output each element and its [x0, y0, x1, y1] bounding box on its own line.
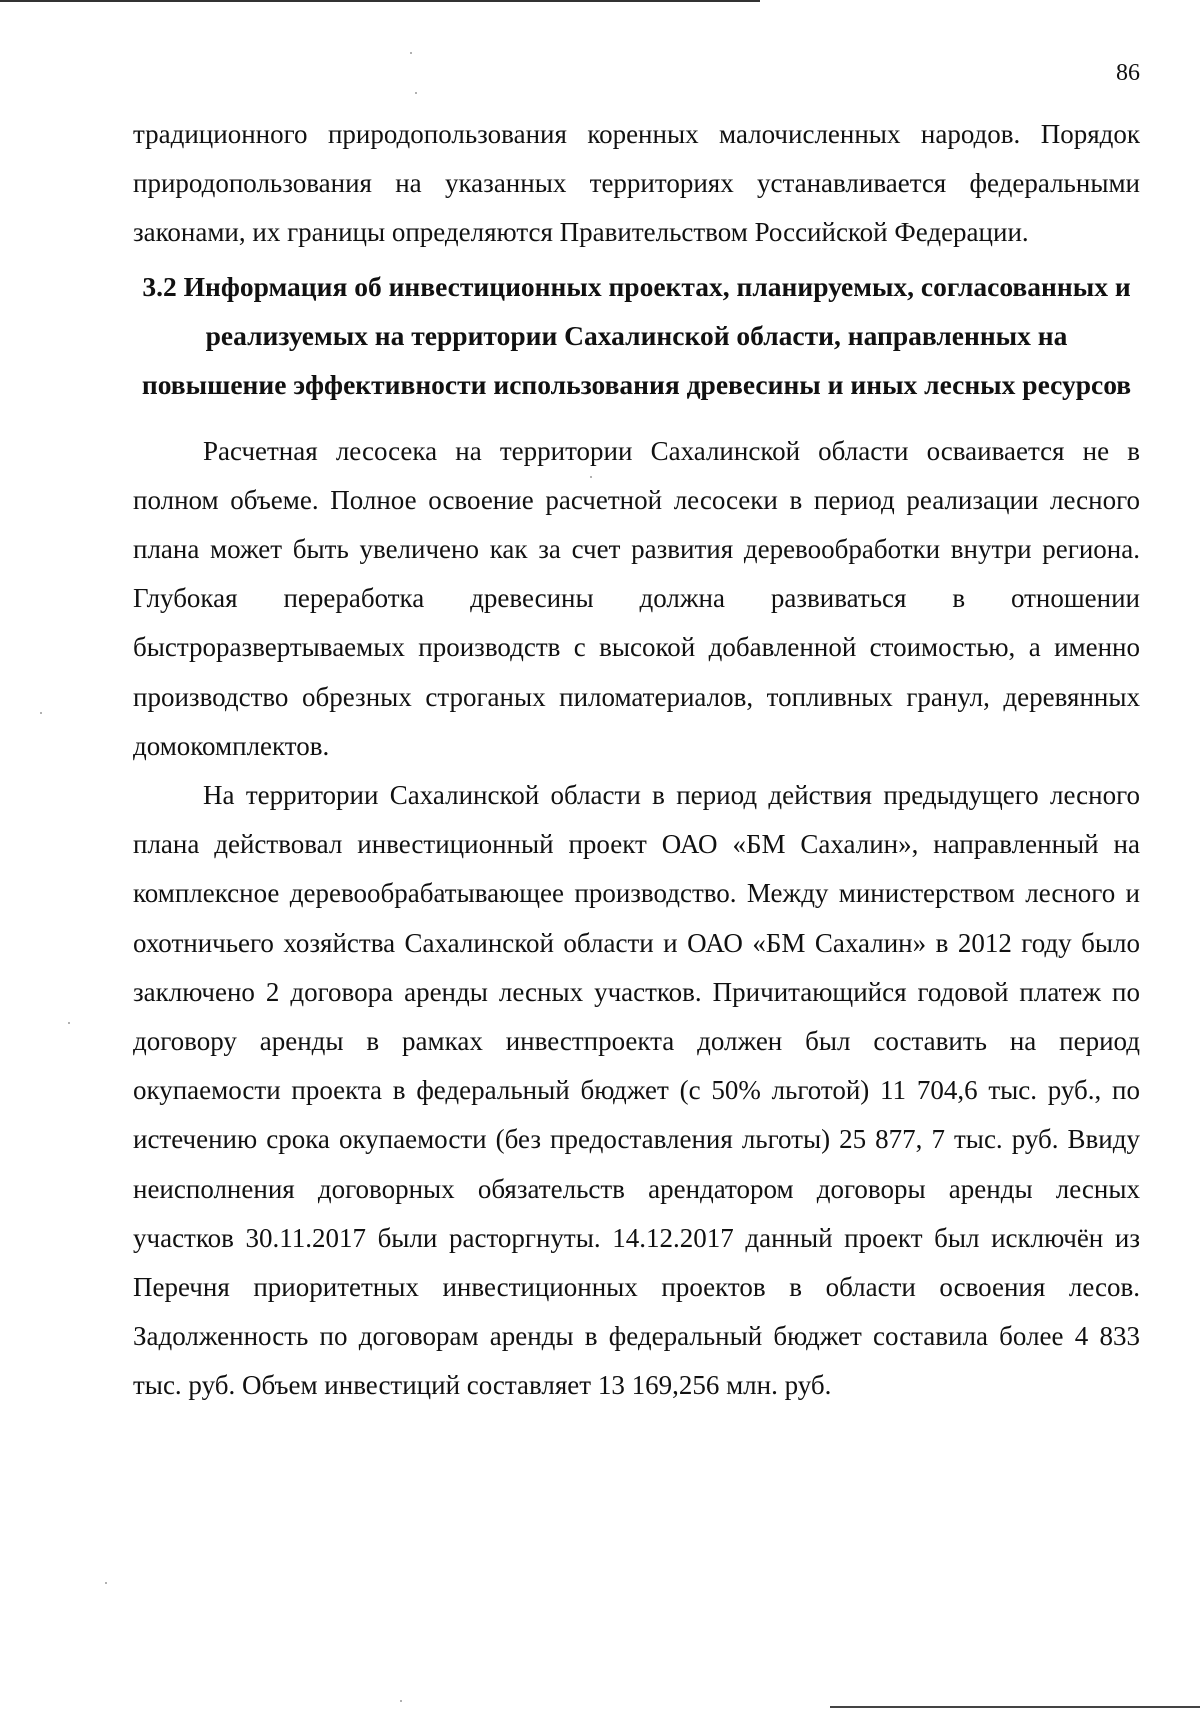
scan-speck — [105, 1582, 107, 1584]
scan-speck — [40, 712, 42, 714]
paragraph-forest-area: Расчетная лесосека на территории Сахалинской области осваивается не в полном объеме. Полное освоение расчетной лесосеки в период реализации лесного плана может быть увеличено как за счет развития деревообработки внутри региона. Глубокая переработка древесины должна развиваться в отношении быстроразвертываемых производств с высокой добавленной стоимостью, а именно производство обрезных строганых пиломатериалов, топливных гранул, деревянных домокомплектов. — [133, 435, 1140, 761]
page-number: 86 — [1116, 60, 1140, 86]
intro-paragraph: традиционного природопользования коренных малочисленных народов. Порядок природопользования на указанных территориях устанавливается федеральными законами, их границы определяются Правительством Российской Федерации. — [133, 119, 1140, 248]
scan-speck — [415, 92, 417, 94]
scan-speck — [400, 1700, 402, 1702]
scan-speck — [410, 52, 412, 54]
scan-speck — [590, 476, 592, 478]
paragraph-investment-project: На территории Сахалинской области в период действия предыдущего лесного плана действовал инвестиционный проект ОАО «БМ Сахалин», направленный на комплексное деревообрабатывающее производство. Между министерством лесного и охотничьего хозяйства Сахалинской области и ОАО «БМ Сахалин» в 2012 году было заключено 2 договора аренды лесных участков. Причитающийся годовой платеж по договору аренды в рамках инвестпроекта должен был составить на период окупаемости проекта в федеральный бюджет (с 50% льготой) 11 704,6 тыс. руб., по истечению срока окупаемости (без предоставления льготы) 25 877, 7 тыс. руб. Ввиду неисполнения договорных обязательств арендатором договоры аренды лесных участков 30.11.2017 были расторгнуты. 14.12.2017 данный проект был исключён из Перечня приоритетных инвестиционных проектов в области освоения лесов. Задолженность по договорам аренды в федеральный бюджет составила более 4 833 тыс. руб. Объем инвестиций составляет 13 169,256 млн. руб. — [133, 780, 1140, 1401]
section-heading: 3.2 Информация об инвестиционных проектах, планируемых, согласованных и реализуемых на территории Сахалинской области, направленных на повышение эффективности использования древесины и иных лесных ресурсов — [141, 270, 1132, 400]
top-scan-edge-line — [0, 0, 760, 2]
bottom-scan-edge-line — [830, 1706, 1200, 1708]
page-content — [133, 110, 1140, 1411]
scan-speck — [68, 1022, 70, 1024]
